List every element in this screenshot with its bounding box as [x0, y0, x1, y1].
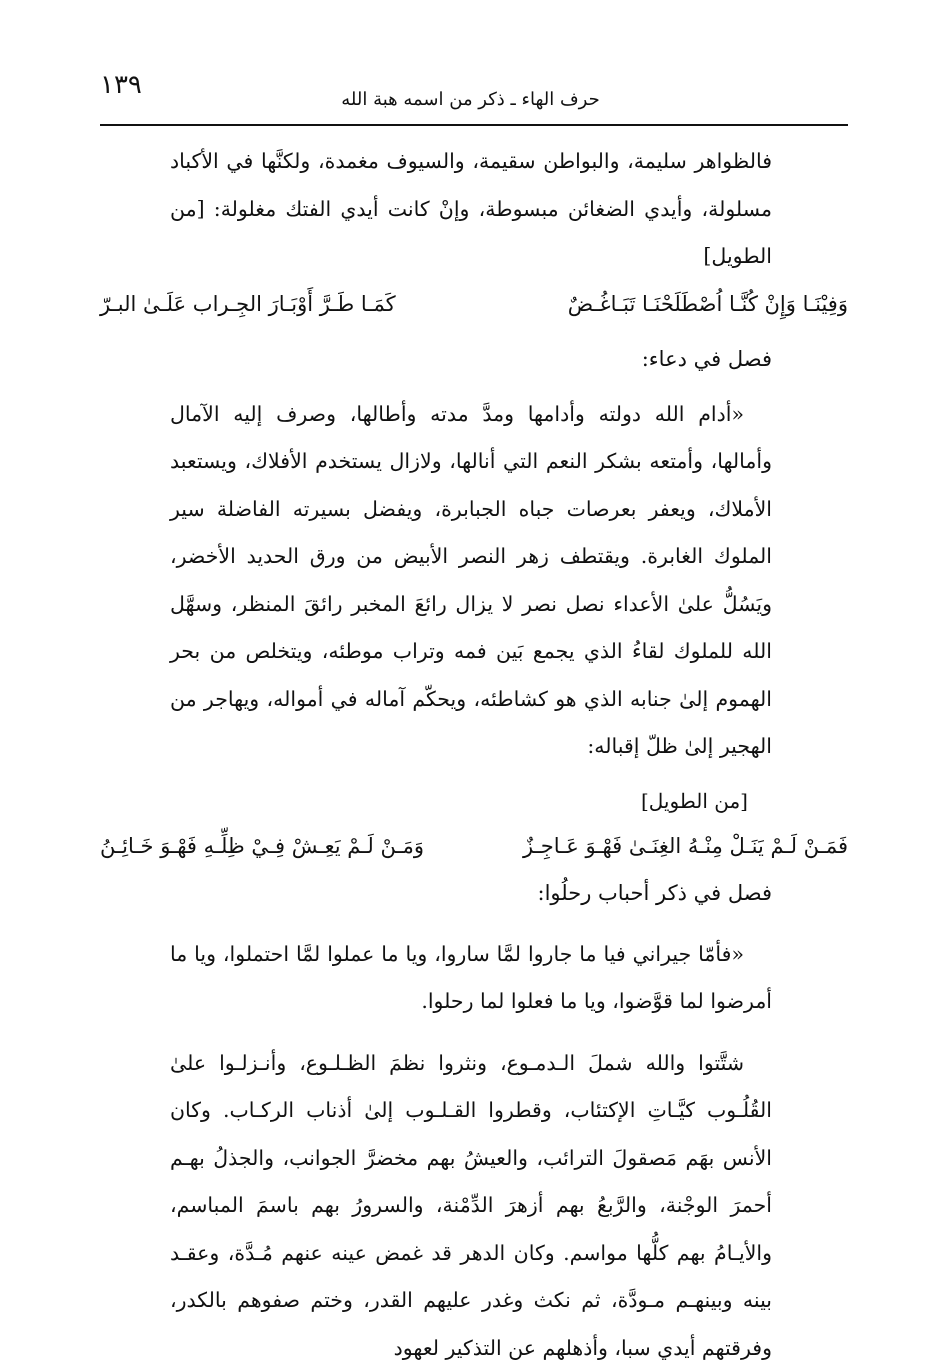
verse-2-second-hemistich: وَمَـنْ لَـمْ يَعِـشْ فِـيْ ظِلِّـهِ فَهْـوَ خَـائِـنُ — [100, 823, 424, 869]
verse-2-first-hemistich: فَمَـنْ لَـمْ يَنَـلْ مِنْـهُ الغِنَـىٰ فَهْـوَ عَـاجِـزٌ — [523, 823, 848, 869]
verse-1-first-hemistich: وَفِيْنَـا وَإِنْ كُنَّـا اُصْطَلَحْنَـا تَبَـاغُـضٌ — [568, 281, 848, 327]
verse-line-2 — [100, 823, 848, 869]
paragraph-intro: فالظواهر سليمة، والبواطن سقيمة، والسيوف مغمدة، ولكنَّها في الأكباد مسلولة، وأيدي الضغائن مبسوطة، وإنْ كانت أيدي الفتك مغلولة: [من الطويل] — [170, 138, 772, 281]
paragraph-prayer: «أدام الله دولته وأدامها ومدَّ مدته وأطالها، وصرف إليه الآمال وأمالها، وأمتعه بشكر النعم التي أنالها، ولازال يستخدم الأفلاك، ويستعبد الأملاك، ويعفر بعرصات جباه الجبابرة، ويفضل بسيرته الفاضلة سير الملوك الغابرة. ويقتطف زهر النصر الأبيض من ورق الحديد الأخضر، ويَسُلُّ علىٰ الأعداء نصل نصر لا يزال رائعَ المخبر رائقَ المنظر، وسهَّل الله للملوك لقاءُ الذي يجمع بَين فمه وتراب موطئه، ويتخلص من بحر الهموم إلىٰ جنابه الذي هو كشاطئه، ويحكّم آماله في أمواله، ويهاجر من الهجير إلىٰ ظلّ إقباله: — [170, 391, 772, 771]
section-heading-departed: فصل في ذكر أحباب رحلُوا: — [100, 869, 772, 917]
page-body — [100, 138, 848, 1372]
paragraph-scattered: شتَّتوا والله شملَ الـدمـوع، ونثروا نظمَ الظـلـوع، وأنـزلـوا علىٰ القُلُـوب كيَّـاتِ الإكتئاب، وقطروا القـلـوب إلىٰ أذناب الركـاب. وكان الأنس بهَم مَصقولَ الترائب، والعيشُ بهم مخضرَّ الجوانب، والجذلُ بهـم أحمرَ الوجْنة، والرَّبعُ بهم أزهرَ الدِّمْنة، والسرورُ بهم باسمَ المباسم، والأيـامُ بهم كلُّها مواسم. وكان الدهر قد غمض عينه عنهم مُـدَّة، وعقـد بينه وبينهـم مـودَّة، ثم نكث وغدر عليهم القدر، وختم صفوهم بالكدر، وفرقتهم أيدي سبا، وأذهلهم عن التذكير لعهود — [170, 1040, 772, 1372]
verse-line-1 — [100, 281, 848, 327]
meter-tag: [من الطويل] — [100, 779, 748, 823]
page-number: ١٣٩ — [100, 70, 142, 100]
verse-1-second-hemistich: كَمَـا طَـرَّ أَوْبَـارَ الجِـراب عَلَـىٰ البـرّ — [100, 281, 396, 327]
section-heading-prayer: فصل في دعاء: — [100, 335, 772, 383]
running-title: حرف الهاء ـ ذكر من اسمه هبة الله — [0, 88, 941, 112]
paragraph-neighbors: «فأمّا جيراني فيا ما جاروا لمَّا ساروا، ويا ما عملوا لمَّا احتملوا، ويا ما أمرضوا لما قوَّضوا، ويا ما فعلوا لما رحلوا. — [170, 931, 772, 1026]
header-rule — [100, 124, 848, 126]
